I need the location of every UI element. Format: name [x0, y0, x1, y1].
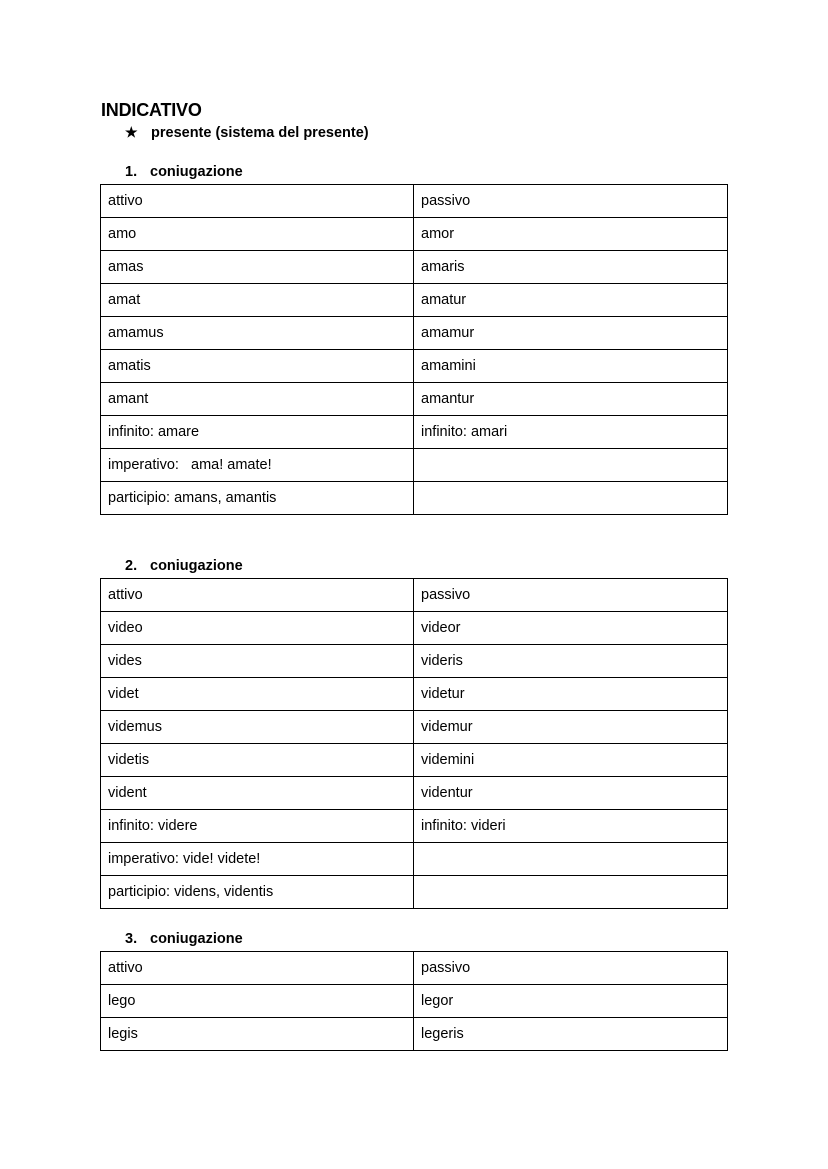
section-heading-3	[125, 931, 243, 947]
active-cell: participio: amans, amantis	[101, 482, 414, 515]
passive-cell: videor	[414, 612, 728, 645]
active-cell: legis	[101, 1018, 414, 1051]
active-cell: attivo	[101, 185, 414, 218]
passive-cell: infinito: videri	[414, 810, 728, 843]
active-cell: vides	[101, 645, 414, 678]
active-cell: imperativo: ama! amate!	[101, 449, 414, 482]
bullet-text: presente (sistema del presente)	[151, 125, 369, 141]
active-cell: video	[101, 612, 414, 645]
passive-cell	[414, 876, 728, 909]
table-row	[101, 810, 728, 843]
passive-cell: videntur	[414, 777, 728, 810]
section-number: 2.	[125, 558, 138, 574]
table-row	[101, 985, 728, 1018]
passive-cell: passivo	[414, 952, 728, 985]
active-cell: amatis	[101, 350, 414, 383]
table-row	[101, 251, 728, 284]
active-cell: videt	[101, 678, 414, 711]
passive-cell: amamini	[414, 350, 728, 383]
passive-cell: passivo	[414, 579, 728, 612]
table-row	[101, 744, 728, 777]
table-row	[101, 777, 728, 810]
active-cell: amant	[101, 383, 414, 416]
conjugation-table-3	[100, 951, 728, 1051]
active-cell: participio: videns, videntis	[101, 876, 414, 909]
passive-cell: amor	[414, 218, 728, 251]
table-row	[101, 711, 728, 744]
section-heading-text: coniugazione	[150, 164, 243, 180]
section-number: 3.	[125, 931, 138, 947]
section-heading-text: coniugazione	[150, 558, 243, 574]
table-row	[101, 645, 728, 678]
active-cell: amat	[101, 284, 414, 317]
conjugation-table-2	[100, 578, 728, 909]
passive-cell: amantur	[414, 383, 728, 416]
table-row	[101, 843, 728, 876]
passive-cell	[414, 482, 728, 515]
active-cell: videtis	[101, 744, 414, 777]
page-title: INDICATIVO	[101, 100, 202, 120]
passive-cell: passivo	[414, 185, 728, 218]
passive-cell: videtur	[414, 678, 728, 711]
active-cell: amamus	[101, 317, 414, 350]
section-number: 1.	[125, 164, 138, 180]
table-row	[101, 612, 728, 645]
active-cell: infinito: videre	[101, 810, 414, 843]
table-row	[101, 218, 728, 251]
table-row	[101, 416, 728, 449]
passive-cell: amatur	[414, 284, 728, 317]
conjugation-table-1	[100, 184, 728, 515]
active-cell: attivo	[101, 952, 414, 985]
section-heading-1	[125, 164, 243, 180]
passive-cell: amamur	[414, 317, 728, 350]
active-cell: imperativo: vide! videte!	[101, 843, 414, 876]
active-cell: amas	[101, 251, 414, 284]
table-header-row	[101, 952, 728, 985]
table-row	[101, 350, 728, 383]
table-header-row	[101, 185, 728, 218]
bullet-item	[125, 124, 369, 141]
table-row	[101, 482, 728, 515]
table-row	[101, 383, 728, 416]
passive-cell	[414, 449, 728, 482]
passive-cell: legeris	[414, 1018, 728, 1051]
table-row	[101, 449, 728, 482]
passive-cell: videris	[414, 645, 728, 678]
active-cell: vident	[101, 777, 414, 810]
section-heading-2	[125, 558, 243, 574]
passive-cell	[414, 843, 728, 876]
table-row	[101, 876, 728, 909]
table-row	[101, 1018, 728, 1051]
star-icon: ★	[125, 124, 138, 140]
active-cell: amo	[101, 218, 414, 251]
active-cell: videmus	[101, 711, 414, 744]
table-row	[101, 284, 728, 317]
active-cell: attivo	[101, 579, 414, 612]
table-header-row	[101, 579, 728, 612]
table-row	[101, 317, 728, 350]
active-cell: lego	[101, 985, 414, 1018]
table-row	[101, 678, 728, 711]
passive-cell: amaris	[414, 251, 728, 284]
active-cell: infinito: amare	[101, 416, 414, 449]
passive-cell: videmur	[414, 711, 728, 744]
passive-cell: legor	[414, 985, 728, 1018]
passive-cell: infinito: amari	[414, 416, 728, 449]
section-heading-text: coniugazione	[150, 931, 243, 947]
passive-cell: videmini	[414, 744, 728, 777]
